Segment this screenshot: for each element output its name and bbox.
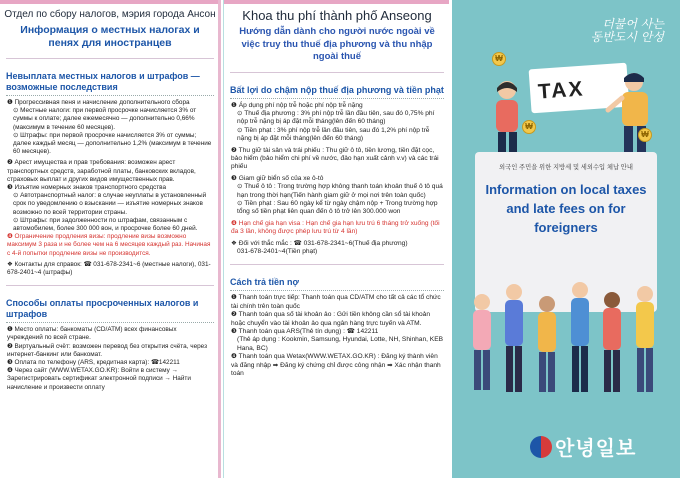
list-item: ❹ Ограничение продления визы: продление визы возможно максимум 3 раза и не более чем на 6 месяцев каждый раз. Начиная с 4-й попытки продление визы не производится. <box>7 233 211 257</box>
logo-text: 안녕일보 <box>555 436 637 460</box>
list-item: ❸ Изъятие номерных знаков транспортного средства <box>7 184 167 192</box>
section-title-consequences: Bất lợi do chậm nộp thuế địa phương và tiền phạt <box>230 85 444 99</box>
list-item: (Thẻ áp dụng : Kookmin, Samsung, Hyundai, Lotte, NH, Shinhan, KEB Hana, BC) <box>237 336 443 352</box>
list-item: ❹ Через сайт (WWW.WETAX.GO.KR): Войти в систему → Зарегистрировать сертификат электронной подписи → Найти начисление и произвести оплату <box>7 367 191 391</box>
top-strip <box>0 0 220 4</box>
tax-word: TAX <box>537 77 586 104</box>
list-item: 031-678-2401~4(Tiền phạt) <box>237 248 318 255</box>
slogan-line-2: 동반도시 안성 <box>590 30 664 44</box>
panel-header: Khoa thu phí thành phố Anseong <box>242 8 432 23</box>
coin-icon: ₩ <box>522 120 536 134</box>
top-strip <box>224 0 450 4</box>
person-illustration-left <box>482 78 532 158</box>
city-slogan <box>591 18 664 44</box>
section-title-payment: Способы оплаты просроченных налогов и штрафов <box>6 298 214 323</box>
list-item: ❶ Thanh toán trực tiếp: Thanh toán qua CD/ATM cho tất cả các tổ chức tài chính trên toàn quốc <box>231 294 441 310</box>
list-item: ❸ Оплата по телефону (ARS, кредитная карта): ☎142211 <box>7 359 180 367</box>
panel-vietnamese <box>224 0 450 478</box>
section-title-consequences: Невыплата местных налогов и штрафов — возможные последствия <box>6 71 214 96</box>
panel-header: Отдел по сбору налогов, мэрия города Ансон <box>4 9 216 20</box>
list-item: ⊙ Thuế địa phương : 3% phí nộp trễ lần đầu tiên, sau đó 0,75% phí nộp trễ nặng bị áp đặt mỗi tháng(lên đến 60 tháng) <box>237 109 435 126</box>
section-list-consequences <box>0 99 220 277</box>
divider <box>230 72 444 73</box>
people-group-illustration <box>462 262 672 422</box>
list-item: ❸ Giam giữ biển số của xe ô-tô <box>231 174 324 182</box>
section-list-payment <box>0 326 220 392</box>
panel-title: Информация о местных налогах и пенях для иностранцев <box>20 24 200 49</box>
card-title: Information on local taxes and late fees on for foreigners <box>485 182 647 235</box>
divider <box>230 264 444 265</box>
person-illustration-right <box>602 70 662 160</box>
divider <box>6 58 214 59</box>
list-item: ⊙ Штрафы: при первой просрочке начисляется 3% от суммы; далее каждый месяц — дополнительно 1,2% (максимум в течение 60 месяцев). <box>13 131 212 156</box>
section-title-payment: Cách trả tiền nợ <box>230 277 444 291</box>
list-item: ❹ Thanh toán qua Wetax(WWW.WETAX.GO.KR) : Đăng ký thành viên và đăng nhập ➡ Đăng ký chứng chỉ được công nhận ➡ Xác nhận thanh toán <box>231 353 441 378</box>
logo-mark-icon <box>530 436 552 458</box>
section-list-consequences <box>224 102 450 257</box>
list-item: ❶ Место оплаты: банкоматы (CD/ATM) всех финансовых учреждений по всей стране. <box>7 326 177 342</box>
list-item: ❸ Thanh toán qua ARS(Thẻ tín dụng) : ☎ 142211 <box>231 328 379 336</box>
list-item: ❷ Виртуальный счёт: возможен перевод без открытия счёта, через интернет-банкинг или банкомат. <box>7 342 208 358</box>
divider <box>6 285 214 286</box>
list-item: ❶ Áp dụng phí nộp trễ hoặc phí nộp trễ nặng <box>231 101 363 109</box>
list-item: ❷ Thu giữ tài sản và trái phiếu : Thu giữ ô tô, tiền lương, tiền đặt cọc, bảo hiểm (bảo hiểm chi phí về nước, đảo hạn xuất cảnh v.v) và các trái phiếu <box>231 146 439 171</box>
slogan-line-1: 더불어 사는 <box>602 17 664 31</box>
list-item: ⊙ Tiền phạt : 3% phí nộp trễ lần đầu tiên, sau đó 1,2% phí nộp trễ nặng bị áp đặt mỗi tháng(lên đến 60 tháng) <box>237 126 430 143</box>
list-item: ❹ Hạn chế gia hạn visa : Hạn chế gia hạn lưu trú 6 tháng trở xuống (tối đa 3 lần, không được phép lưu trú từ 4 lần) <box>231 219 440 236</box>
list-item: ⊙ Автотранспортный налог: в случае неуплаты в установленный срок по уведомлению о взыскании — изъятие номерных знаков возможно по всей территории страны. <box>13 192 207 216</box>
list-item: ⊙ Tiền phạt : Sau 60 ngày kể từ ngày chậm nộp + Trong trường hợp tổng số tiền phạt liên quan đến ô tô trở lên 300.000 won <box>237 199 438 216</box>
list-item: ❶ Прогрессивная пеня и начисление дополнительного сбора <box>7 99 190 106</box>
coin-icon: ₩ <box>638 128 652 142</box>
panel-title: Hướng dẫn dành cho người nước ngoài về việc truy thu thuế địa phương và thu nhập ngoài thuế <box>239 26 435 62</box>
panel-russian <box>0 0 220 478</box>
coin-icon: ₩ <box>492 52 506 66</box>
list-item: ❖ Контакты для справок: ☎ 031-678-2341~6 (местные налоги), 031-678-2401~4 (штрафы) <box>7 260 211 277</box>
list-item: ⊙ Thuế ô tô : Trong trường hợp không thanh toán khoản thuế ô tô quá hạn trong thời hạn(Tiến hành giam giữ ở mọi nơi trên toàn quốc) <box>237 183 443 199</box>
list-item: ❷ Арест имущества и прав требования: возможен арест транспортных средств, заработной платы, банковских вкладов, страховых выплат и других видов имущественных прав. <box>7 159 196 183</box>
list-item: ❷ Thanh toán qua số tài khoản ảo : Gửi tiền không cần sổ tài khoản hoặc chuyển vào tài khoản ảo qua ngân hàng trực tuyến và ATM. <box>231 311 430 327</box>
list-item: ⊙ Местные налоги: при первой просрочке начисляется 3% от суммы к оплате; далее ежемесячно — дополнительно 0,66% (максимум в течение 60 месяцев). <box>13 107 197 131</box>
newspaper-logo <box>530 432 636 461</box>
card-subtitle: 외국인 주민을 위한 지방세 및 세외수입 체납 안내 <box>499 164 633 171</box>
list-item: ⊙ Штрафы: при задолженности по штрафам, связанным с автомобилем, более 300 000 вон, и просрочке более 60 дней. <box>13 216 198 233</box>
section-list-payment <box>224 294 450 378</box>
list-item: ❖ Đối với thắc mắc : ☎ 031-678-2341~6(Thuế địa phương) <box>231 239 408 247</box>
cover-panel <box>452 0 680 478</box>
